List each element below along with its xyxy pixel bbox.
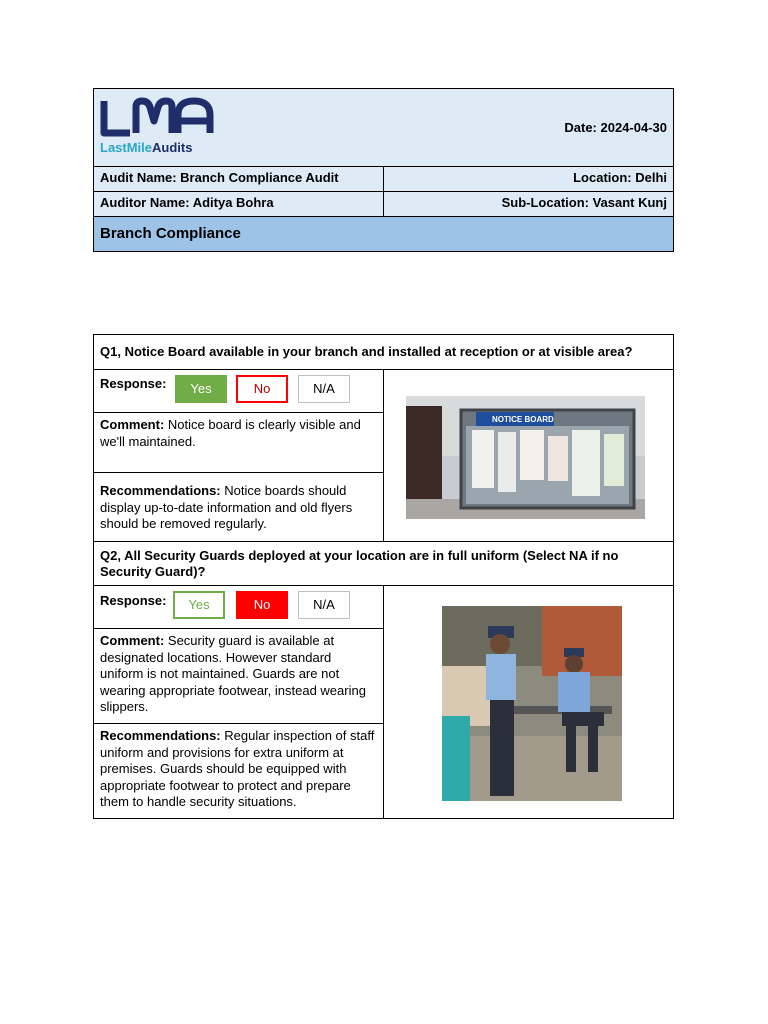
q1-no-option[interactable]: No bbox=[236, 375, 288, 403]
comment-text: Security guard is available at designated locations. However standard uniform is not maintained. Guards are not wearing appropriate footwear, instead wearing slippers. bbox=[100, 633, 366, 714]
recommendations-text: Regular inspection of staff uniform and provisions for extra uniform at premises. Guards should be equipped with appropriate footwear to protect and prepare them to handle security situations. bbox=[100, 728, 375, 809]
logo-brand-part1: LastMile bbox=[100, 140, 153, 155]
question-2-details bbox=[94, 586, 384, 818]
q2-na-option[interactable]: N/A bbox=[298, 591, 350, 619]
question-1-text: Q1, Notice Board available in your branch and installed at reception or at visible area? bbox=[94, 335, 673, 370]
q1-yes-option[interactable]: Yes bbox=[175, 375, 227, 403]
recommendations-label: Recommendations: bbox=[100, 483, 221, 498]
svg-text:LastMileAudits bbox=[100, 140, 192, 155]
question-2-response-row bbox=[94, 586, 383, 629]
comment-text: Notice board is clearly visible and we'll maintained. bbox=[100, 417, 361, 449]
comment-label: Comment: bbox=[100, 633, 165, 648]
recommendations-label: Recommendations: bbox=[100, 728, 221, 743]
q1-na-option[interactable]: N/A bbox=[298, 375, 350, 403]
q2-yes-option[interactable]: Yes bbox=[173, 591, 225, 619]
question-1-block bbox=[94, 370, 673, 542]
header-row-audit-location bbox=[94, 167, 673, 192]
recommendations-text: Notice boards should display up-to-date information and old flyers should be removed regularly. bbox=[100, 483, 353, 531]
sub-location: Sub-Location: Vasant Kunj bbox=[384, 192, 673, 216]
question-2-photo-cell bbox=[384, 586, 673, 818]
question-1-photo-cell bbox=[384, 370, 673, 541]
question-2-recommendations bbox=[94, 724, 383, 818]
questions-table bbox=[93, 334, 674, 819]
question-2-block bbox=[94, 586, 673, 818]
q2-no-option[interactable]: No bbox=[236, 591, 288, 619]
comment-label: Comment: bbox=[100, 417, 165, 432]
audit-date: Date: 2024-04-30 bbox=[564, 120, 667, 135]
lastmile-audits-logo bbox=[100, 97, 220, 157]
notice-board-photo bbox=[406, 396, 645, 519]
question-1-details bbox=[94, 370, 384, 541]
section-title: Branch Compliance bbox=[94, 217, 673, 251]
response-label: Response: bbox=[100, 376, 167, 391]
audit-header-table bbox=[93, 88, 674, 252]
question-2-text: Q2, All Security Guards deployed at your location are in full uniform (Select NA if no Security Guard)? bbox=[94, 542, 673, 586]
header-row-auditor-sublocation bbox=[94, 192, 673, 217]
location: Location: Delhi bbox=[384, 167, 673, 191]
question-1-response-row bbox=[94, 370, 383, 413]
security-guards-photo bbox=[442, 606, 622, 801]
notice-board-sign-text: NOTICE BOARD bbox=[492, 415, 554, 424]
logo-brand-part2: Audits bbox=[152, 140, 193, 155]
response-label: Response: bbox=[100, 593, 167, 608]
auditor-name: Auditor Name: Aditya Bohra bbox=[94, 192, 384, 216]
question-2-comment bbox=[94, 629, 383, 724]
question-1-recommendations bbox=[94, 473, 383, 541]
question-1-comment bbox=[94, 413, 383, 473]
audit-name: Audit Name: Branch Compliance Audit bbox=[94, 167, 384, 191]
header-logo-row bbox=[94, 89, 673, 167]
